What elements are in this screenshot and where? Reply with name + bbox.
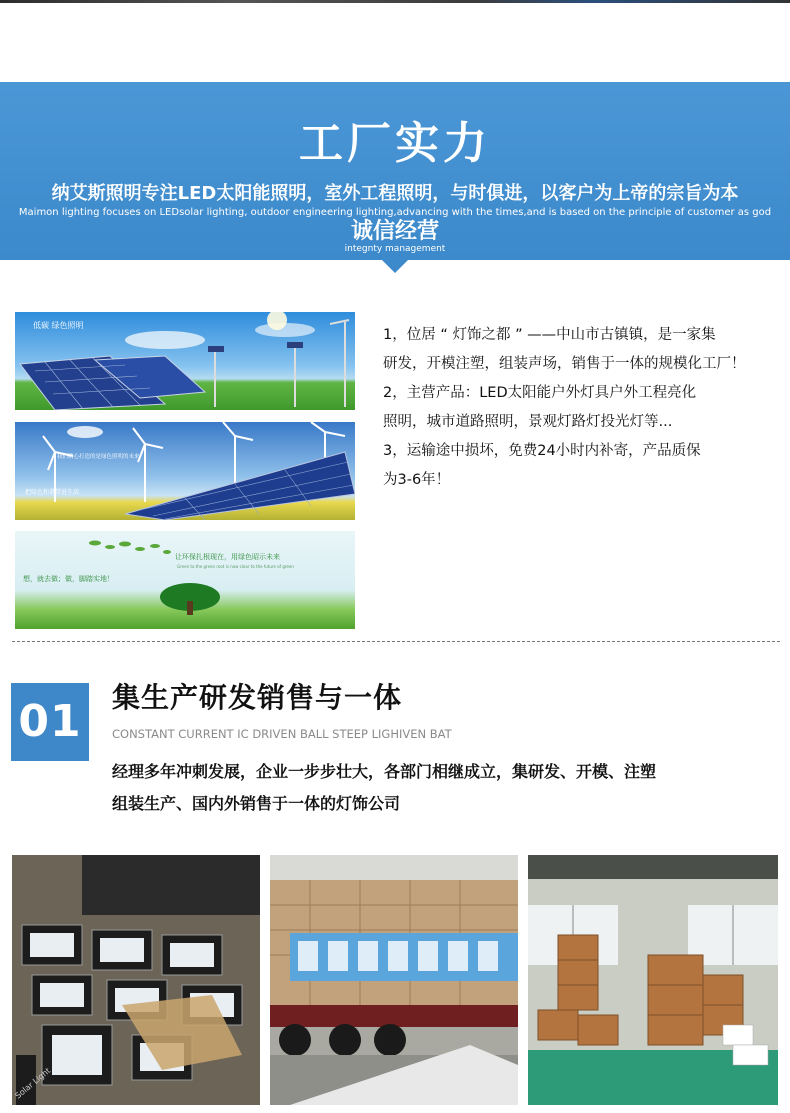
- info-line-6: 为3-6年！: [383, 472, 451, 488]
- banner-subtitle-en: integnty management: [344, 244, 446, 254]
- eco-caption-1: 让环保扎根现在，用绿色昭示未来: [175, 553, 280, 561]
- info-line-2: 研发，开模注塑，组装声场，销售于一体的规模化工厂！: [383, 356, 746, 372]
- wind-caption-1: 我们精心打造的是绿色照明的未来: [57, 454, 140, 460]
- banner-subtitle: 诚信经营: [350, 219, 439, 244]
- factory-info: [383, 321, 783, 495]
- info-line-4: 照明，城市道路照明，景观灯路灯投光灯等...: [383, 414, 673, 430]
- banner-intro-cn: 纳艾斯照明专注LED太阳能照明，室外工程照明，与时俱进，以客户为上帝的宗旨为本: [51, 183, 739, 204]
- info-line-3: 2，主营产品：LED太阳能户外灯具户外工程亮化: [383, 385, 697, 401]
- section-divider: [12, 641, 780, 642]
- section-title: 集生产研发销售与一体: [112, 681, 403, 714]
- solar-caption: 低碳 绿色照明: [33, 321, 84, 330]
- section-number-badge: 01: [11, 683, 89, 761]
- warehouse-boxes-photo: [528, 855, 778, 1105]
- banner-intro-en: Maimon lighting focuses on LEDsolar lighting, outdoor engineering lighting,advancing with the times,and is based on the principle of customer as god: [18, 207, 772, 218]
- info-line-5: 3，运输途中损坏，免费24小时内补寄，产品质保: [383, 443, 701, 459]
- info-line-1: 1，位居 “ 灯饰之都 ” ——中山市古镇镇，是一家集: [383, 327, 716, 343]
- banner-title: 工厂实力: [299, 118, 491, 169]
- desc-line-2: 组装生产、国内外销售于一体的灯饰公司: [112, 794, 401, 813]
- eco-caption-2: Green to the green root is now clear to the future of green: [177, 564, 294, 569]
- desc-line-1: 经理多年冲刺发展，企业一步步壮大，各部门相继成立，集研发、开模、注塑: [112, 762, 657, 781]
- section-subtitle: CONSTANT CURRENT IC DRIVEN BALL STEEP LIGHIVEN BAT: [112, 727, 452, 741]
- top-strip: [0, 0, 790, 3]
- section-description: [112, 756, 656, 820]
- wind-caption-2: 把绿色和谐带进生活: [25, 489, 80, 496]
- banner-pointer: [382, 260, 408, 273]
- shipping-truck-photo: [270, 855, 518, 1105]
- factory-strength-banner: [0, 82, 790, 260]
- solar-panels-photo: [15, 312, 355, 410]
- eco-caption-3: 想，就去做；做，脚踏实地！: [23, 575, 114, 583]
- wind-solar-photo: [15, 422, 355, 520]
- panel-label: Solar Light: [13, 1066, 53, 1101]
- solar-lights-stock-photo: [12, 855, 260, 1105]
- eco-tree-photo: [15, 531, 355, 629]
